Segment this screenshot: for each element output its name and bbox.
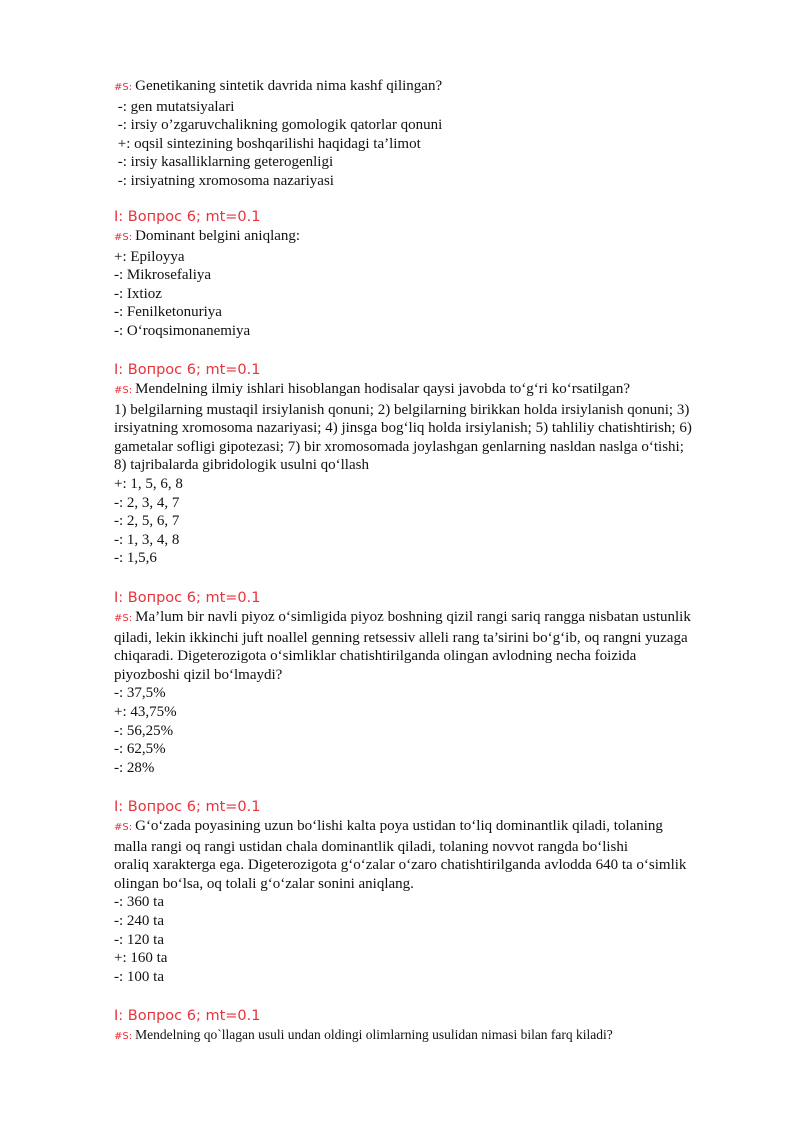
- question-tag: #S:: [114, 82, 133, 93]
- question-text-line: oraliq xarakterga ega. Digeterozigota g‘o‘zalar o‘zaro chatishtirilganda avlodda 640 ta o‘simlik: [114, 857, 687, 874]
- question-text-line: irsiyatning xromosoma nazariyasi; 4) jinsga bog‘liq holda irsiylanish; 5) tahliliy chatishtirish; 6): [114, 420, 692, 437]
- option: -: 62,5%: [114, 741, 166, 758]
- option: -: 100 ta: [114, 968, 164, 985]
- option: -: 1, 3, 4, 8: [114, 531, 180, 548]
- option: -: 2, 5, 6, 7: [114, 513, 180, 530]
- question-block-3: [114, 361, 744, 568]
- question-tag: #S:: [114, 613, 133, 624]
- option: -: irsiy o’zgaruvchalikning gomologik qatorlar qonuni: [114, 117, 443, 134]
- question-text-line: malla rangi oq rangi ustidan chala dominantlik qiladi, tolaning novvot rangda bo‘lishi: [114, 838, 629, 855]
- question-tag: #S:: [114, 822, 133, 833]
- option: -: 56,25%: [114, 722, 174, 739]
- question-text: #S: Ma’lum bir navli piyoz o‘simligida piyoz boshning qizil rangi sariq rangga nisbatan ustunlik: [114, 609, 691, 625]
- question-text-line: piyozboshi qizil bo‘lmaydi?: [114, 666, 283, 683]
- question-tag: #S:: [114, 385, 133, 396]
- question-block-5: [114, 798, 744, 986]
- question-heading: I: Вопрос 6; mt=0.1: [114, 590, 261, 606]
- option: -: Mikrosefaliya: [114, 267, 212, 284]
- option: -: 37,5%: [114, 685, 166, 702]
- option: -: 28%: [114, 759, 155, 776]
- option: -: 120 ta: [114, 931, 164, 948]
- option: -: irsiy kasalliklarning geterogenligi: [114, 154, 334, 171]
- option: -: Ixtioz: [114, 285, 162, 302]
- question-text-line: olingan bo‘lsa, oq tolali g‘o‘zalar sonini aniqlang.: [114, 875, 414, 892]
- option: +: 1, 5, 6, 8: [114, 475, 183, 492]
- question-heading: I: Вопрос 6; mt=0.1: [114, 1008, 261, 1024]
- option: +: oqsil sintezining boshqarilishi haqidagi ta’limot: [114, 135, 421, 152]
- question-block-6: [114, 1007, 744, 1047]
- option: -: gen mutatsiyalari: [114, 98, 235, 115]
- question-text: #S: Dominant belgini aniqlang:: [114, 228, 301, 244]
- option: -: Fenilketonuriya: [114, 304, 222, 321]
- option: -: irsiyatning xromosoma nazariyasi: [114, 172, 334, 189]
- question-text-line: qiladi, lekin ikkinchi juft noallel genning retsessiv alleli rang ta’sirini bo‘g‘ib, oq rangni yuzaga: [114, 629, 688, 646]
- option: -: 2, 3, 4, 7: [114, 494, 180, 511]
- question-text-line: 1) belgilarning mustaqil irsiylanish qonuni; 2) belgilarning birikkan holda irsiylanish qonuni; 3): [114, 401, 690, 418]
- question-block-4: [114, 589, 744, 777]
- option: -: O‘roqsimonanemiya: [114, 322, 251, 339]
- option: -: 360 ta: [114, 894, 164, 911]
- question-text-line: chiqaradi. Digeterozigota o‘simliklar chatishtirilganda olingan avlodning necha foizida: [114, 648, 637, 665]
- question-text-line: 8) tajribalarda gibridologik usulni qo‘llash: [114, 457, 369, 474]
- question-text: #S: Mendelning qo`llagan usuli undan oldingi olimlarning usulidan nimasi bilan farq kiladi?: [114, 1027, 613, 1042]
- question-heading: I: Вопрос 6; mt=0.1: [114, 799, 261, 815]
- question-text: #S: G‘o‘zada poyasining uzun bo‘lishi kalta poya ustidan to‘liq dominantlik qiladi, tolaning: [114, 818, 663, 834]
- question-text: #S: Mendelning ilmiy ishlari hisoblangan hodisalar qaysi javobda to‘g‘ri ko‘rsatilgan?: [114, 381, 630, 397]
- question-block-2: [114, 208, 744, 341]
- question-text: #S: Genetikaning sintetik davrida nima kashf qilingan?: [114, 78, 443, 94]
- option: +: 43,75%: [114, 703, 177, 720]
- option: +: Epiloyya: [114, 248, 185, 265]
- question-heading: I: Вопрос 6; mt=0.1: [114, 209, 261, 225]
- question-tag: #S:: [114, 1031, 133, 1042]
- option: -: 240 ta: [114, 912, 164, 929]
- option: +: 160 ta: [114, 950, 168, 967]
- question-text-line: gametalar sofligi gipotezasi; 7) bir xromosomada joylashgan genlarning nasldan naslga o‘tishi;: [114, 438, 684, 455]
- question-block-1: [114, 77, 744, 191]
- option: -: 1,5,6: [114, 550, 157, 567]
- question-heading: I: Вопрос 6; mt=0.1: [114, 362, 261, 378]
- question-tag: #S:: [114, 232, 133, 243]
